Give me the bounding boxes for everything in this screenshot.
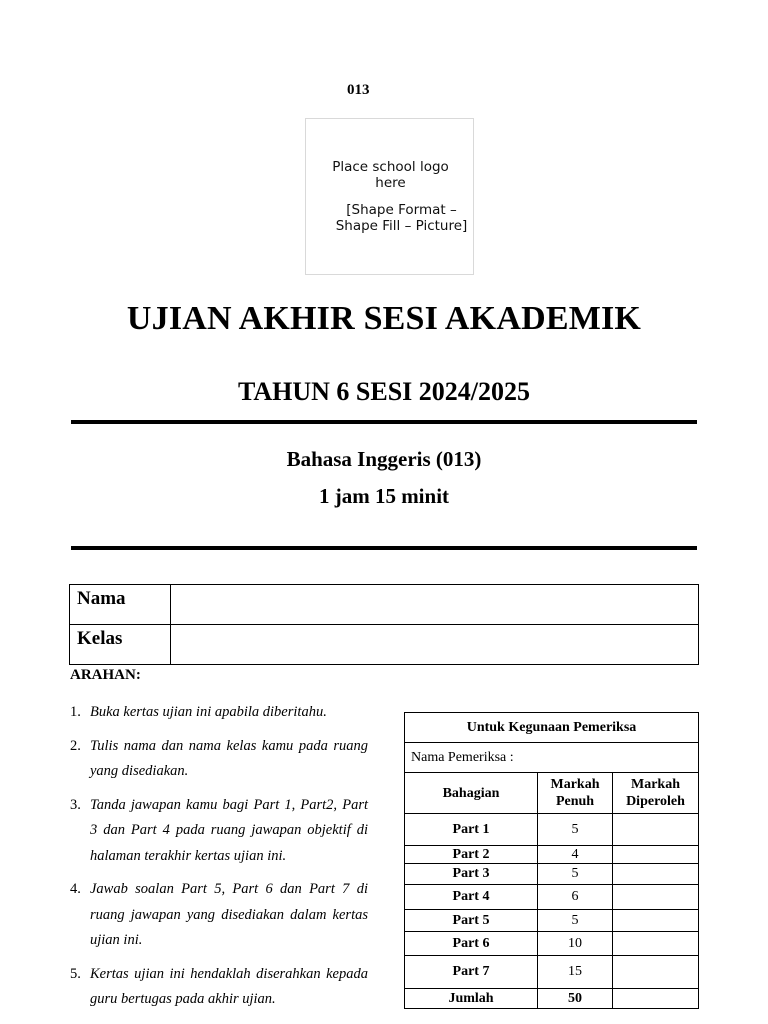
full-marks: 5	[538, 864, 613, 885]
full-marks: 6	[538, 885, 613, 910]
part-label: Part 6	[405, 932, 538, 956]
instruction-item	[70, 962, 368, 1013]
full-marks: 4	[538, 846, 613, 864]
part-label: Part 5	[405, 910, 538, 932]
table-row	[405, 956, 699, 989]
instruction-number: 5.	[70, 965, 81, 982]
instruction-text: Tanda jawapan kamu bagi Part 1, Part2, Part 3 dan Part 4 pada ruang jawapan objektif di halaman terakhir kertas ujian ini.	[90, 796, 368, 864]
divider-bottom	[71, 546, 697, 550]
obtained-marks-cell[interactable]	[613, 885, 699, 910]
obtained-marks-cell[interactable]	[613, 814, 699, 846]
class-label: Kelas	[70, 625, 171, 665]
paper-code: 013	[347, 82, 370, 98]
full-marks: 5	[538, 814, 613, 846]
obtained-marks-cell[interactable]	[613, 910, 699, 932]
name-field[interactable]	[171, 585, 699, 625]
examiner-table	[404, 712, 699, 1009]
exam-title: UJIAN AKHIR SESI AKADEMIK	[126, 300, 642, 337]
exam-subtitle: TAHUN 6 SESI 2024/2025	[237, 377, 531, 406]
instruction-item	[70, 877, 368, 954]
logo-placeholder-text: Place school logo here	[332, 159, 449, 191]
table-row	[405, 932, 699, 956]
school-logo-placeholder[interactable]	[305, 118, 474, 275]
instruction-number: 1.	[70, 704, 81, 720]
total-obtained-cell[interactable]	[613, 989, 699, 1009]
class-field[interactable]	[171, 625, 699, 665]
part-label: Part 4	[405, 885, 538, 910]
obtained-marks-cell[interactable]	[613, 846, 699, 864]
name-label: Nama	[70, 585, 171, 625]
part-label: Part 2	[405, 846, 538, 864]
table-row	[405, 846, 699, 864]
examiner-name-field[interactable]: Nama Pemeriksa :	[405, 743, 699, 773]
instruction-text: Kertas ujian ini hendaklah diserahkan kepada guru bertugas pada akhir ujian.	[90, 965, 368, 1007]
exam-duration: 1 jam 15 minit	[318, 484, 450, 508]
instruction-text: Jawab soalan Part 5, Part 6 dan Part 7 di ruang jawapan yang disediakan dalam kertas ujian ini.	[90, 881, 368, 948]
instructions-list	[70, 700, 368, 1021]
total-row	[405, 989, 699, 1009]
full-marks: 15	[538, 956, 613, 989]
total-full-marks: 50	[538, 989, 613, 1009]
full-marks: 10	[538, 932, 613, 956]
full-marks: 5	[538, 910, 613, 932]
student-identity-table	[69, 584, 699, 665]
exam-subject: Bahasa Inggeris (013)	[286, 447, 482, 471]
logo-placeholder-hint: [Shape Format – Shape Fill – Picture]	[335, 202, 468, 234]
part-label: Part 1	[405, 814, 538, 846]
part-label: Part 7	[405, 956, 538, 989]
obtained-marks-cell[interactable]	[613, 956, 699, 989]
instruction-text: Buka kertas ujian ini apabila diberitahu.	[90, 704, 327, 720]
instructions-heading: ARAHAN:	[70, 667, 141, 683]
class-row	[70, 625, 699, 665]
table-row	[405, 814, 699, 846]
column-header-part: Bahagian	[405, 773, 538, 814]
column-header-full-marks: Markah Penuh	[538, 773, 613, 814]
instruction-number: 4.	[70, 881, 81, 897]
instruction-item	[70, 793, 368, 870]
table-row	[405, 910, 699, 932]
table-row	[405, 885, 699, 910]
obtained-marks-cell[interactable]	[613, 932, 699, 956]
name-row	[70, 585, 699, 625]
instruction-number: 2.	[70, 737, 81, 754]
instruction-text: Tulis nama dan nama kelas kamu pada ruang yang disediakan.	[90, 737, 368, 779]
total-label: Jumlah	[405, 989, 538, 1009]
obtained-marks-cell[interactable]	[613, 864, 699, 885]
divider-top	[71, 420, 697, 424]
table-row	[405, 864, 699, 885]
examiner-table-heading: Untuk Kegunaan Pemeriksa	[405, 713, 699, 743]
column-header-obtained-marks: Markah Diperoleh	[613, 773, 699, 814]
instruction-item	[70, 734, 368, 785]
part-label: Part 3	[405, 864, 538, 885]
instruction-number: 3.	[70, 796, 81, 813]
instruction-item	[70, 700, 368, 726]
